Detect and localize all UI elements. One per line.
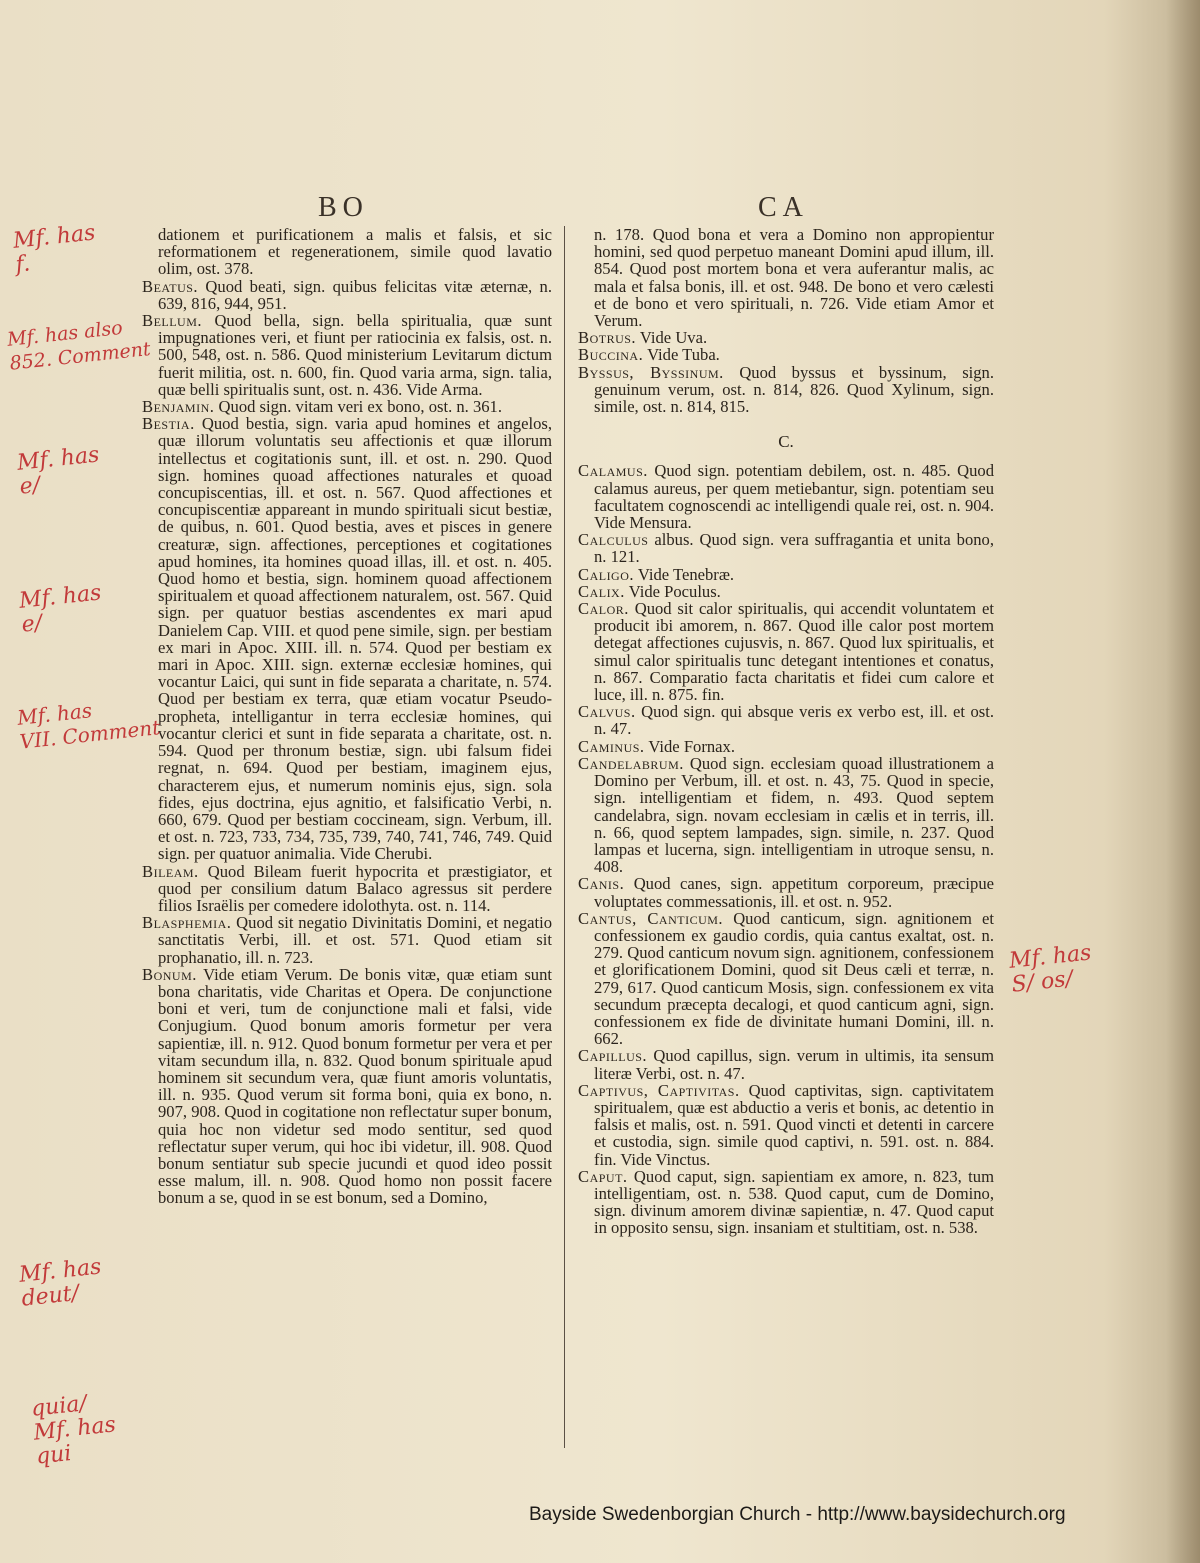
index-entry (142, 863, 552, 915)
index-entry (142, 415, 552, 862)
index-entry (578, 703, 994, 737)
footer-credit: Bayside Swedenborgian Church - http://www.baysidechurch.org (529, 1504, 1066, 1525)
index-entry (578, 738, 994, 755)
entry-headword: Calamus. (578, 461, 648, 481)
entry-headword: Byssus, Byssinum. (578, 362, 724, 382)
margin-note: Mf. has f. (11, 220, 97, 278)
entry-headword: Capillus. (578, 1046, 648, 1066)
entry-text: Vide Tenebræ. (634, 564, 735, 584)
index-entry (142, 966, 552, 1207)
index-entry (578, 583, 994, 600)
margin-note: Mf. has also 852. Comment (6, 316, 152, 375)
entry-headword: Caminus. (578, 736, 645, 756)
entry-headword: Calvus. (578, 702, 636, 722)
entry-text: Quod sit negatio Divinitatis Domini, et negatio sanctitatis Verbi, ill. et ost. 571. Quod etiam sit prophanatio, ill. n. 723. (158, 913, 552, 967)
entry-text: Quod beati, sign. quibus felicitas vitæ æternæ, n. 639, 816, 944, 951. (158, 276, 552, 313)
entry-text: Quod sign. vitam veri ex bono, ost. n. 361. (214, 397, 502, 417)
column-divider (564, 226, 565, 1448)
entry-headword: Candelabrum. (578, 753, 684, 773)
entry-headword: Blasphemia. (142, 913, 232, 933)
entry-text: Quod bestia, sign. varia apud homines et angelos, quæ illorum voluntatis seu affectionis et quæ illorum intellectus et cogitationis sunt, ill. et ost. n. 290. Quod sign. homines quoad affectiones naturales et quoad concupiscentias, ill. et ost. n. 567. Quod affectiones et concupiscentiæ appareant in mundo spirituali sicut bestiæ, de quibus, n. 601. Quod bestia, aves et pisces in genere creaturæ, sign. affectiones, perceptiones et cogitationes apud homines, ita homines quoad illas, ill. et ost. n. 405. Quod homo et bestia, sign. hominem quoad affectionem spiritualem et quoad affectionem naturalem, ost. 567. Quid sign. per quatuor bestias ascendentes ex mari apud Danielem Cap. VIII. et quod pene simile, sign. per bestiam ex mari in Apoc. XIII. ill. n. 574. Quod per bestiam ex mari in Apoc. XIII. sign. externæ ecclesiæ homines, qui vocantur Laici, qui sunt in fide separata a charitate, n. 574. Quod per bestiam ex terra, quæ etiam vocatur Pseudo-propheta, intelligantur in terra ecclesiæ homines, qui vocantur clerici et sunt in fide separata a charitate, ost. n. 594. Quod per thronum bestiæ, sign. ubi falsum fidei regnat, n. 694. Quod per bestiam, imaginem ejus, characterem ejus, et numerum nominis ejus, sign. sola fides, ejus doctrina, ejus agnitio, et falsificatio Verbi, n. 660, 679. Quod per bestiam coccineam, sign. Verbum, ill. et ost. n. 723, 733, 734, 735, 739, 740, 741, 746, 749. Quid sign. per quatuor animalia. Vide Cherubi. (158, 414, 552, 864)
entry-text: Quod sign. qui absque veris ex verbo est, ill. et ost. n. 47. (594, 702, 994, 739)
entry-headword: Bestia. (142, 414, 195, 434)
entry-headword: Calix. (578, 581, 625, 601)
margin-note: quia/ Mf. has qui (29, 1391, 118, 1470)
entry-text: n. 178. Quod bona et vera a Domino non appropientur homini, sed quod perpetuo maneant Domini apud illum, ill. 854. Quod post mortem bona et vera auferantur malis, ac mala et falsa bonis, ill. et ost. 948. De bono et vero cælesti et de bono et vero spirituali, n. 726. Vide etiam Amor et Verum. (594, 225, 994, 331)
entry-text: Quod bella, sign. bella spiritualia, quæ sunt impugnationes veri, et fiunt per ratiocinia ex falsis, ost. n. 500, 548, ost. n. 586. Quod ministerium Levitarum dictum fuerit militia, ost. n. 600, fin. Quod varia arma, sign. talia, quæ belli spiritualis sunt, ost. n. 436. Vide Arma. (158, 311, 552, 399)
entry-text: Vide Uva. (636, 328, 708, 348)
entry-headword: Calculus (578, 530, 649, 550)
index-entry (578, 364, 994, 416)
entry-continuation (142, 226, 552, 278)
index-entry (578, 1168, 994, 1237)
entry-text: Vide Fornax. (644, 736, 735, 756)
margin-note: Mf. has S/ os/ (1007, 940, 1093, 998)
entry-headword: Bellum. (142, 311, 203, 331)
entry-text: Quod capillus, sign. verum in ultimis, ita sensum literæ Verbi, ost. n. 47. (594, 1046, 994, 1083)
margin-note: Mf. has VII. Comment (16, 698, 162, 754)
entry-headword: Bonum. (142, 964, 197, 984)
entry-text: Quod caput, sign. sapientiam ex amore, n. 823, tum intelligentiam, ost. n. 538. Quod caput, cum de Domino, sign. divinum amorem divinæ sapientiæ, n. 47. Quod caput in opposito sensu, sign. insaniam et stultitiam, ost. n. 538. (594, 1166, 994, 1238)
entry-text: Vide Poculus. (624, 581, 721, 601)
margin-note: Mf. has e/ (17, 580, 103, 638)
index-entry (142, 312, 552, 398)
entry-headword: Calor. (578, 599, 629, 619)
index-entry (578, 531, 994, 565)
margin-note: Mf. has e/ (15, 442, 101, 500)
entry-headword: Caligo. (578, 564, 635, 584)
index-entry (578, 755, 994, 875)
entry-text: Quod byssus et byssinum, sign. genuinum verum, ost. n. 814, 826. Quod Xylinum, sign. simile, ost. n. 814, 815. (594, 362, 995, 417)
entry-text: Quod canticum, sign. agnitionem et confessionem ex gaudio cordis, quia cantus exaltat, ost. n. 279. Quod canticum novum sign. agnitionem, confessionem et glorificationem Domini, quod sit Deus cæli et terræ, n. 279, 617. Quod canticum Mosis, sign. confessionem ex vita secundum præcepta decalogi, et quod canticum agni, sign. confessionem ex fide de divinitate humani Domini, ill. n. 662. (594, 908, 994, 1049)
entry-text: dationem et purificationem a malis et falsis, et sic reformationem et regenerationem, simile quod lavatio olim, ost. 378. (158, 225, 552, 279)
index-entry (142, 278, 552, 312)
index-entry (578, 875, 994, 909)
index-entry (578, 1082, 994, 1168)
entry-headword: Benjamin. (142, 397, 215, 417)
entry-text: Quod sign. potentiam debilem, ost. n. 485. Quod calamus aureus, per quem metiebantur, sign. potentiam seu facultatem cognoscendi ac intelligendi quale rei, ost. n. 904. Vide Mensura. (594, 461, 994, 533)
section-letter: C. (778, 432, 794, 452)
entry-headword: Cantus, Canticum. (578, 908, 724, 928)
entry-text: Quod sit calor spiritualis, qui accendit voluntatem et producit ibi amorem, n. 867. Quod ille calor post mortem detegat affectiones cujusvis, n. 867. Quod lux spiritualis, et simul calor spiritualis tunc detegant intentiones et conatus, n. 867. Comparatio facta charitatis et fidei cum calore et luce, ill. n. 875. fin. (594, 599, 994, 705)
page-spine-shadow (1166, 0, 1200, 1563)
index-entry (578, 910, 994, 1048)
entry-headword: Botrus. (578, 328, 637, 348)
entry-headword: Captivus, Captivitas. (578, 1080, 740, 1100)
entry-text: Quod sign. ecclesiam quoad illustrationem a Domino per Verbum, ill. et ost. n. 43, 75. Quod in specie, sign. intelligentiam et fidem, n. 493. Quod septem candelabra, sign. novam ecclesiam in cælis et in terris, ill. n. 66, quod septem lampades, sign. simile, n. 237. Quod lampas et lucerna, sign. intelligentiam in utroque sensu, n. 408. (594, 753, 994, 877)
entry-headword: Caput. (578, 1166, 628, 1186)
entry-headword: Canis. (578, 874, 625, 894)
entry-headword: Beatus. (142, 276, 199, 296)
index-entry (578, 1047, 994, 1081)
header-right: CA (758, 192, 809, 223)
entry-text: Quod Bileam fuerit hypocrita et præstigiator, et quod per consilium datum Balaco agressus sit perdere filios Israëlis per comedere idolothyta. ost. n. 114. (158, 861, 552, 915)
left-column (142, 226, 552, 1207)
index-entry (578, 566, 994, 583)
index-entry (578, 346, 994, 363)
entry-text: Vide Tuba. (643, 345, 720, 365)
entry-text: Quod canes, sign. appetitum corporeum, præcipue voluptates commessationis, ill. et ost. n. 952. (594, 874, 994, 911)
entry-text: albus. Quod sign. vera suffragantia et unita bono, n. 121. (594, 530, 994, 567)
entry-text: Quod captivitas, sign. captivitatem spiritualem, quæ est abductio a veris et bonis, ac detentio in falsis et malis, ost. n. 591. Quod vincti et detenti in carcere et custodia, sign. simile quod captivi, n. 591. ost. n. 884. fin. Vide Vinctus. (594, 1080, 994, 1169)
index-entry (142, 398, 552, 415)
index-entry (142, 914, 552, 966)
right-column (578, 226, 994, 1237)
entry-text: Vide etiam Verum. De bonis vitæ, quæ etiam sunt bona charitatis, vide Charitas et Opera. De conjunctione boni et veri, tum de conjunctione mali et falsi, vide Conjugium. Quod bonum amoris formetur per vera sapientiæ, ill. n. 912. Quod bonum formetur per vera et per vitam secundum illa, n. 832. Quod bonum spirituale apud hominem sit secundum vera, quæ fiunt amoris voluntatis, ill. n. 935. Quod verum sit forma boni, quia ex bono, n. 907, 908. Quod in cogitatione non reflectatur super bonum, quia hoc non videtur sed modo sentitur, sed quod reflectatur super verum, qui hoc ibi videtur, ill. 908. Quod bonum sentiatur sub specie jucundi et quod ideo possit esse malum, ill. n. 908. Quod homo non possit facere bonum a se, quod in se est bonum, sed a Domino, (158, 964, 553, 1208)
header-left: BO (318, 192, 369, 223)
entry-headword: Buccina. (578, 345, 644, 365)
index-entry (578, 462, 994, 531)
entry-headword: Bileam. (142, 861, 199, 881)
margin-note: Mf. has deut/ (17, 1254, 103, 1312)
entry-continuation (578, 226, 994, 329)
index-entry (578, 600, 994, 703)
index-entry (578, 329, 994, 346)
